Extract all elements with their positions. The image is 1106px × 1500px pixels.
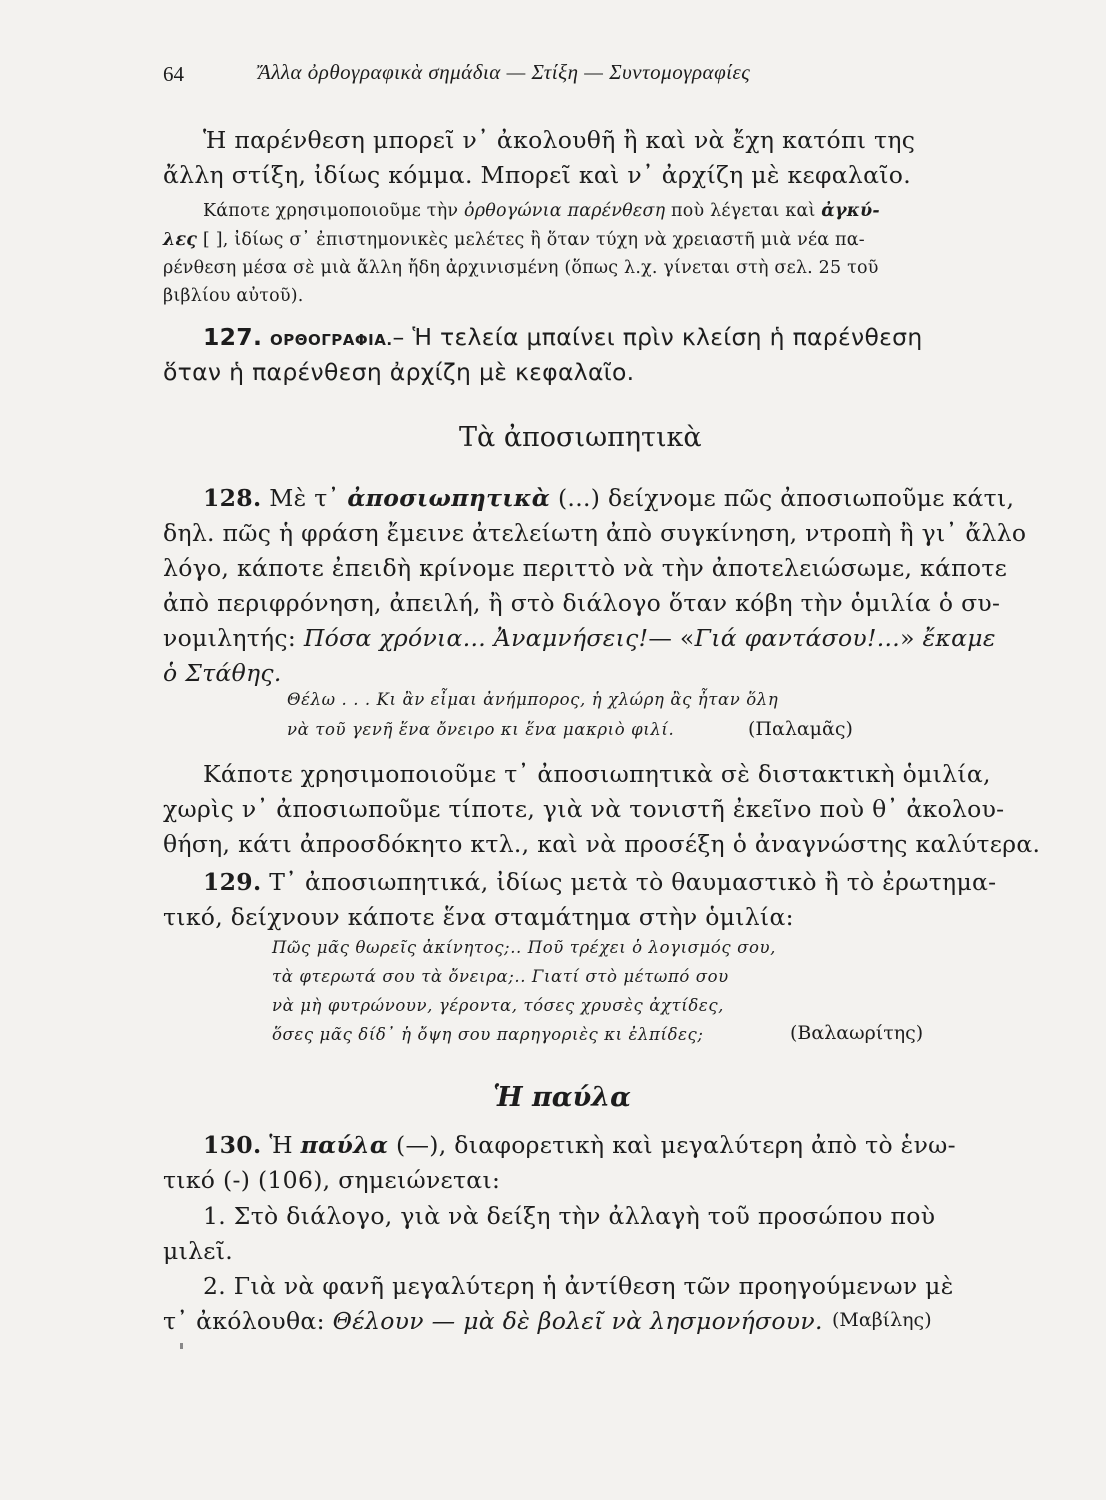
s128-text: νομιλητής: (163, 624, 304, 652)
note-term-bold: λες (163, 230, 198, 250)
s128-line3: λόγο, κάποτε ἐπειδὴ κρίνομε περιττὸ νὰ τὴν ἀποτελειώσωμε, κάποτε (163, 554, 1008, 582)
section-number: 129. (203, 868, 262, 896)
section-heading-ellipsis: Τὰ ἀποσιωπητικὰ (459, 422, 702, 453)
s129-poem-line2: τὰ φτερωτά σου τὰ ὄνειρα;.. Γιατί στὸ μέτωπό σου (272, 967, 729, 986)
s128-text: — « (648, 624, 695, 652)
section-number: 130. (203, 1131, 262, 1159)
s130-line2: τικό (-) (106), σημειώνεται: (163, 1166, 501, 1194)
s130-text: τ᾽ ἀκόλουθα: (163, 1307, 333, 1335)
s128-line7: Κάποτε χρησιμοποιοῦμε τ᾽ ἀποσιωπητικὰ σὲ διστακτικὴ ὁμιλία, (203, 760, 991, 788)
page-number: 64 (163, 62, 184, 86)
s128-text: Μὲ τ᾽ (261, 484, 348, 512)
section-number: 127. (203, 323, 263, 351)
s130-line1 (203, 1131, 956, 1159)
s128-line5 (163, 624, 996, 652)
note-term-bold: ἀγκύ- (821, 201, 880, 221)
s128-line1 (203, 484, 1014, 512)
s128-line2: δηλ. πῶς ἡ φράση ἔμεινε ἀτελείωτη ἀπὸ συγκίνηση, ντροπὴ ἢ γι᾽ ἄλλο (163, 519, 1027, 547)
s129-poem-line3: νὰ μὴ φυτρώνουν, γέροντα, τόσες χρυσὲς ἀχτίδες, (272, 996, 725, 1015)
s130-line3: 1. Στὸ διάλογο, γιὰ νὰ δείξη τὴν ἀλλαγὴ τοῦ προσώπου ποὺ (203, 1202, 936, 1230)
section-heading-dash: Ἡ παύλα (493, 1082, 631, 1113)
s129-poem-line1: Πῶς μᾶς θωρεῖς ἀκίνητος;.. Ποῦ τρέχει ὁ λογισμός σου, (272, 938, 776, 957)
note-line2 (163, 230, 865, 250)
s130-quote: Θέλουν — μὰ δὲ βολεῖ νὰ λησμονήσουν. (332, 1307, 823, 1335)
s128-quote: Γιά φαντάσου!... (694, 624, 901, 652)
s129-poem-line4: ὅσες μᾶς δίδ᾽ ἡ ὄψη σου παρηγοριὲς κι ἐλπίδες; (272, 1025, 704, 1044)
para1-line2: ἄλλη στίξη, ἰδίως κόμμα. Μπορεῖ καὶ ν᾽ ἀρχίζη μὲ κεφαλαῖο. (163, 161, 912, 189)
section-number: 128. (203, 484, 262, 512)
s130-line4: μιλεῖ. (163, 1237, 234, 1265)
s128-line4: ἀπὸ περιφρόνηση, ἀπειλή, ἢ στὸ διάλογο ὅταν κόβη τὴν ὁμιλία ὁ συ- (163, 589, 1001, 617)
s127-text: – Ἡ τελεία μπαίνει πρὶν κλείση ἡ παρένθεση (392, 323, 923, 351)
section-label: ΟΡΘΟΓΡΑΦΙΑ. (269, 331, 393, 349)
note-line1 (203, 201, 880, 221)
s130-line6 (163, 1307, 823, 1335)
s127-line2: ὅταν ἡ παρένθεση ἀρχίζη μὲ κεφαλαῖο. (163, 358, 635, 386)
s130-text: Ἡ (261, 1131, 301, 1159)
s130-attribution: (Μαβίλης) (832, 1309, 932, 1331)
s128-line6: ὁ Στάθης. (163, 659, 282, 687)
note-line4: βιβλίου αὐτοῦ). (163, 286, 304, 306)
s128-poem-attribution: (Παλαμᾶς) (748, 718, 853, 740)
s127-line1 (203, 323, 923, 351)
running-title: Ἄλλα ὀρθογραφικὰ σημάδια — Στίξη — Συντομογραφίες (258, 60, 751, 84)
s129-text: Τ᾽ ἀποσιωπητικά, ἰδίως μετὰ τὸ θαυμαστικὸ ἢ τὸ ἐρωτημα- (261, 868, 997, 896)
s129-poem-attribution: (Βαλαωρίτης) (790, 1022, 924, 1044)
s130-text: (—), διαφορετικὴ καὶ μεγαλύτερη ἀπὸ τὸ ἑνω- (388, 1131, 956, 1159)
s129-line1 (203, 868, 996, 896)
note-line3: ρένθεση μέσα σὲ μιὰ ἄλλη ἤδη ἀρχινισμένη (ὅπως λ.χ. γίνεται στὴ σελ. 25 τοῦ (163, 258, 879, 278)
note-text: [ ], ἰδίως σ᾽ ἐπιστημονικὲς μελέτες ἢ ὅταν τύχη νὰ χρειαστῆ μιὰ νέα πα- (197, 230, 865, 250)
para1-line1: Ἡ παρένθεση μπορεῖ ν᾽ ἀκολουθῆ ἢ καὶ νὰ ἔχη κατόπι της (203, 126, 916, 154)
s129-line2: τικό, δείχνουν κάποτε ἕνα σταμάτημα στὴν ὁμιλία: (163, 903, 794, 931)
s128-quote: ἔκαμε (922, 624, 996, 652)
s128-text: (...) δείχνομε πῶς ἀποσιωποῦμε κάτι, (550, 484, 1015, 512)
note-text: ποὺ λέγεται καὶ (665, 201, 822, 221)
s130-line5: 2. Γιὰ νὰ φανῆ μεγαλύτερη ἡ ἀντίθεση τῶν προηγούμενων μὲ (203, 1272, 954, 1300)
s128-term: ἀποσιωπητικὰ (347, 484, 551, 512)
s128-quote: Πόσα χρόνια... Ἀναμνήσεις! (303, 624, 649, 652)
s130-term: παύλα (300, 1131, 389, 1159)
s128-line9: θήση, κάτι ἀπροσδόκητο κτλ., καὶ νὰ προσέξη ὁ ἀναγνώστης καλύτερα. (163, 830, 1041, 858)
s128-text: » (900, 624, 923, 652)
s128-poem-line2: νὰ τοῦ γενῆ ἕνα ὄνειρο κι ἕνα μακριὸ φιλί. (287, 720, 675, 739)
print-mark (180, 1343, 183, 1349)
note-text: Κάποτε χρησιμοποιοῦμε τὴν (203, 201, 464, 221)
s128-poem-line1: Θέλω . . . Κι ἂν εἶμαι ἀνήμπορος, ἡ χλώρη ἂς ἦταν ὅλη (287, 690, 779, 709)
note-term-italic: ὀρθογώνια παρένθεση (463, 201, 666, 221)
s128-line8: χωρὶς ν᾽ ἀποσιωποῦμε τίποτε, γιὰ νὰ τονιστῆ ἐκεῖνο ποὺ θ᾽ ἀκολου- (163, 795, 1005, 823)
